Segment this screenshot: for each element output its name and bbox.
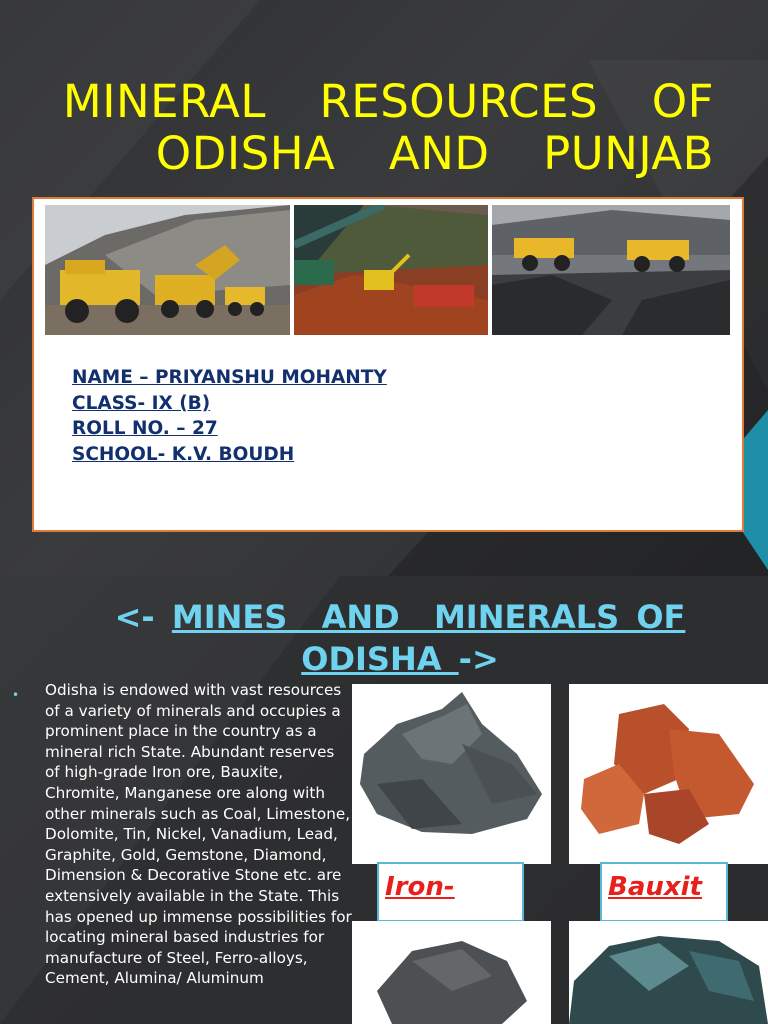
content-panel [32,197,744,532]
slide-title [40,596,760,680]
title-text-2: ODISHA [301,640,459,678]
excavator-photo [294,205,488,335]
arrow-left-text: <- [114,598,172,636]
student-info [72,365,387,467]
student-name: NAME – PRIYANSHU MOHANTY [72,367,387,388]
mining-truck-photo [45,205,290,335]
student-school: SCHOOL- K.V. BOUDH [72,443,295,465]
manganese-photo [569,921,768,1024]
iron-ore-label-text: Iron- [385,872,455,902]
bullet-icon: • [12,688,20,702]
iron-ore-label [377,862,524,922]
bauxite-label [600,862,728,922]
iron-ore-photo [352,684,551,864]
bauxite-label-text: Bauxit [608,872,702,902]
arrow-right-text: -> [458,640,499,678]
dump-trucks-photo [492,205,730,335]
title-line-1: MINERAL RESOURCES OF [62,75,714,128]
bauxite-photo [569,684,768,864]
chromite-photo [352,921,551,1024]
minerals-slide [0,576,768,1024]
slide-title [54,76,714,180]
title-text-1: MINES AND MINERALS OF [171,598,686,636]
student-class: CLASS- IX (B) [72,392,211,414]
title-line-2: ODISHA AND PUNJAB [155,127,714,180]
student-roll: ROLL NO. – 27 [72,418,218,439]
bullet-text: Odisha is endowed with vast resources of a variety of minerals and occupies a prominent place in the country as a mineral rich State. Abundant reserves of high-grade Iron ore, Bauxite, Chromite, Manganese ore along with other minerals such as Coal, Limestone, Dolomite, Tin, Nickel, Vanadium, Lead, Graphite, Gold, Gemstone, Diamond, Dimension & Decorative Stone etc. are extensively available in the State. This has opened up immense possibilities for locating mineral based industries for manufacture of Steel, Ferro-alloys, Cement, Alumina/ Aluminum [45,681,352,988]
